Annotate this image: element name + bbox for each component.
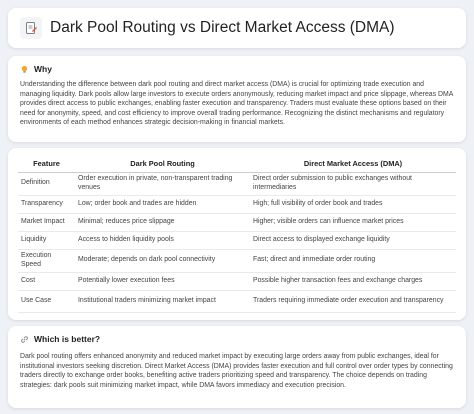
bulb-icon: [20, 65, 29, 74]
feature-cell: Market Impact: [18, 213, 75, 231]
header-dma: Direct Market Access (DMA): [250, 156, 456, 173]
dark-pool-cell: Moderate; depends on dark pool connectivity: [75, 249, 250, 272]
why-heading-row: [20, 64, 454, 74]
dma-cell: Higher; visible orders can influence market prices: [250, 213, 456, 231]
document-icon: [20, 17, 42, 39]
table-row: [18, 231, 456, 249]
table-row: [18, 290, 456, 312]
header-dark-pool: Dark Pool Routing: [75, 156, 250, 173]
better-heading-row: [20, 334, 454, 344]
feature-cell: Execution Speed: [18, 249, 75, 272]
dma-cell: Fast; direct and immediate order routing: [250, 249, 456, 272]
why-section: [8, 56, 466, 142]
feature-cell: Liquidity: [18, 231, 75, 249]
header-feature: Feature: [18, 156, 75, 173]
why-heading: Why: [34, 64, 52, 74]
dma-cell: Direct access to displayed exchange liquidity: [250, 231, 456, 249]
dma-cell: Direct order submission to public exchanges without intermediaries: [250, 173, 456, 196]
which-is-better-section: [8, 326, 466, 408]
table-row: [18, 213, 456, 231]
dark-pool-cell: Order execution in private, non-transparent trading venues: [75, 173, 250, 196]
dark-pool-cell: Low; order book and trades are hidden: [75, 195, 250, 213]
dark-pool-cell: Institutional traders minimizing market impact: [75, 290, 250, 312]
dark-pool-cell: Minimal; reduces price slippage: [75, 213, 250, 231]
feature-cell: Transparency: [18, 195, 75, 213]
feature-cell: Definition: [18, 173, 75, 196]
dark-pool-cell: Access to hidden liquidity pools: [75, 231, 250, 249]
dma-cell: Traders requiring immediate order execution and transparency: [250, 290, 456, 312]
table-row: [18, 173, 456, 196]
table-row: [18, 249, 456, 272]
comparison-table: [18, 156, 456, 313]
feature-cell: Use Case: [18, 290, 75, 312]
feature-cell: Cost: [18, 272, 75, 290]
table-row: [18, 272, 456, 290]
page-title: Dark Pool Routing vs Direct Market Access (DMA): [50, 19, 395, 36]
table-row: [18, 195, 456, 213]
title-card: [8, 8, 466, 48]
comparison-card: [8, 148, 466, 320]
table-header-row: [18, 156, 456, 173]
better-heading: Which is better?: [34, 334, 101, 344]
better-body: Dark pool routing offers enhanced anonymity and reduced market impact by executing large orders away from public exchanges, ideal for institutional investors seeking discretion. Direct Market Access (DMA) provides faster execution and full control over order types by connecting traders directly to exchange order books, benefiting active traders prioritizing speed and transparency. The choice depends on trading strategies: dark pools suit minimizing market impact, while DMA favors immediacy and execution precision.: [20, 353, 453, 389]
dark-pool-cell: Potentially lower execution fees: [75, 272, 250, 290]
dma-cell: High; full visibility of order book and trades: [250, 195, 456, 213]
why-body: Understanding the difference between dark pool routing and direct market access (DMA) is crucial for optimizing trade execution and managing liquidity. Dark pools allow large investors to execute orders anonymously, reducing market impact and price slippage, whereas DMA provides direct access to public exchanges, enabling faster execution and transparency. Traders must evaluate these options based on their need for anonymity, speed, and cost efficiency to improve overall trading performance. Recognizing the distinct mechanisms and regulatory environments of each method enhances strategic decision-making in financial markets.: [20, 81, 453, 127]
link-icon: [20, 335, 29, 344]
dma-cell: Possible higher transaction fees and exchange charges: [250, 272, 456, 290]
